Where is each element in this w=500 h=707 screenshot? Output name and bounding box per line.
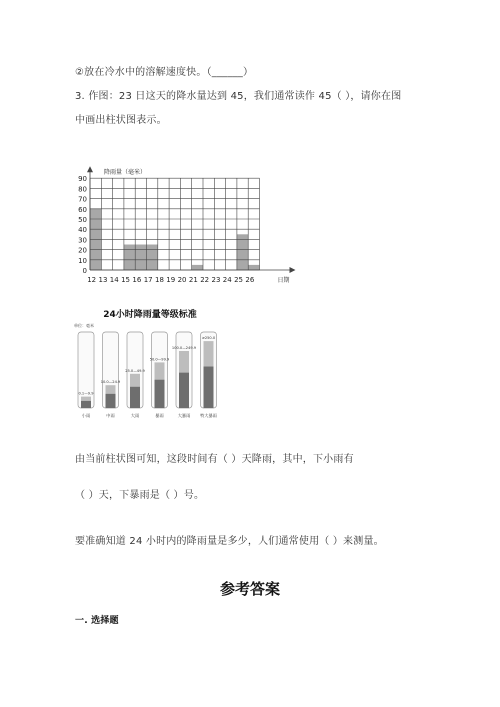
cylinder-water bbox=[155, 380, 165, 408]
x-tick-label: 23 bbox=[211, 276, 221, 284]
y-tick-label: 90 bbox=[78, 175, 87, 184]
rainfall-bar-chart bbox=[60, 140, 300, 288]
x-tick-label: 22 bbox=[200, 276, 210, 284]
level-name: 大雨 bbox=[130, 413, 140, 418]
x-tick-label: 16 bbox=[132, 276, 142, 284]
bar-15 bbox=[124, 245, 135, 271]
y-tick-label: 40 bbox=[78, 226, 87, 235]
fill-line-1: 由当前柱状图可知，这段时间有（ ）天降雨，其中，下小雨有 bbox=[75, 454, 354, 465]
level-chart-title: 24小时降雨量等级标准 bbox=[103, 310, 197, 320]
bar-21 bbox=[192, 265, 203, 270]
q3-line1: 3. 作图：23 日这天的降水量达到 45，我们通常读作 45（ ），请你在图 bbox=[75, 91, 402, 102]
bar-17 bbox=[147, 245, 158, 271]
rainfall-level-chart bbox=[70, 305, 230, 430]
level-name: 中雨 bbox=[106, 413, 115, 418]
x-tick-label: 13 bbox=[98, 276, 108, 284]
y-tick-label: 50 bbox=[78, 216, 87, 224]
x-axis-label: 日期 bbox=[277, 277, 290, 284]
level-range: 50.0—99.9 bbox=[149, 357, 170, 362]
y-tick-label: 30 bbox=[78, 236, 87, 245]
cylinder-water bbox=[106, 394, 116, 408]
x-tick-label: 24 bbox=[222, 276, 232, 284]
fill-line-3: 要准确知道 24 小时内的降雨量是多少，人们通常使用（ ）来测量。 bbox=[75, 536, 384, 547]
x-tick-label: 12 bbox=[87, 276, 97, 284]
section-heading: 一. 选择题 bbox=[75, 616, 119, 626]
x-tick-label: 19 bbox=[166, 276, 176, 284]
x-tick-label: 25 bbox=[234, 276, 244, 284]
level-name: 大暴雨 bbox=[177, 413, 191, 418]
x-tick-label: 21 bbox=[188, 276, 198, 284]
q3-line2: 中画出柱状图表示。 bbox=[75, 115, 167, 126]
x-tick-label: 14 bbox=[109, 276, 119, 284]
level-range: 0.1—9.9 bbox=[78, 391, 94, 396]
y-tick-label: 70 bbox=[78, 195, 87, 204]
fill-line-2: （ ）天，下暴雨是（ ）号。 bbox=[75, 490, 205, 501]
level-chart-unit: 单位：毫米 bbox=[74, 323, 94, 328]
y-axis-label: 降雨量（毫米） bbox=[104, 169, 147, 177]
y-tick-label: 80 bbox=[78, 185, 87, 194]
x-tick-label: 26 bbox=[245, 276, 255, 284]
level-range: ≥250.0 bbox=[201, 336, 216, 341]
y-tick-label: 20 bbox=[78, 246, 87, 255]
x-axis-arrow bbox=[290, 267, 296, 273]
x-tick-label: 20 bbox=[177, 276, 187, 284]
cylinder-water bbox=[179, 373, 189, 408]
y-tick-label: 10 bbox=[78, 256, 87, 265]
cylinder-water bbox=[130, 387, 140, 408]
y-tick-label: 0 bbox=[82, 267, 87, 275]
cylinder-water bbox=[81, 401, 91, 408]
q2-item: ②放在冷水中的溶解速度快。（______） bbox=[75, 67, 254, 78]
x-tick-label: 17 bbox=[143, 276, 153, 284]
x-tick-label: 15 bbox=[121, 276, 131, 284]
answers-title: 参考答案 bbox=[219, 580, 280, 598]
level-name: 特大暴雨 bbox=[200, 413, 217, 418]
level-name: 小雨 bbox=[81, 413, 91, 418]
bar-26 bbox=[248, 265, 259, 270]
level-range: 25.0—49.9 bbox=[125, 368, 145, 373]
y-axis-arrow bbox=[87, 166, 93, 172]
cylinder-water bbox=[204, 367, 214, 408]
x-tick-label: 18 bbox=[154, 276, 164, 284]
level-name: 暴雨 bbox=[155, 413, 164, 418]
level-range: 10.0—24.9 bbox=[100, 380, 121, 385]
level-range: 100.0—249.9 bbox=[171, 346, 197, 350]
bar-16 bbox=[135, 245, 146, 271]
y-tick-label: 60 bbox=[78, 205, 87, 214]
